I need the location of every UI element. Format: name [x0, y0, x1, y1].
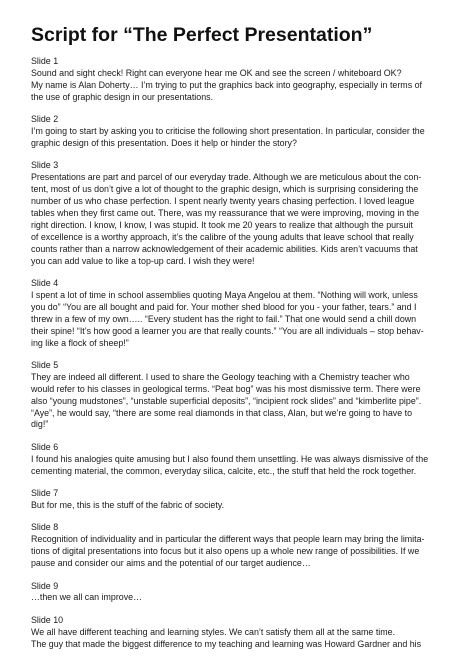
slide-text-line: Sound and sight check! Right can everyone hear me OK and see the screen / whiteboard OK? [31, 67, 402, 78]
slide-heading: Slide 4 [31, 278, 59, 288]
slide-text-line: graphic design of this presentation. Does it help or hinder the story? [31, 137, 297, 148]
slide-heading: Slide 6 [31, 441, 59, 452]
slide-section [31, 56, 447, 104]
slide-text-line: number of us who chase perfection. I spent nearly twenty years chasing perfection. I loved league [31, 196, 415, 207]
slide-text-line: ing like a flock of sheep!” [31, 337, 129, 348]
slide-text-line: you do” “You are all bought and paid for. Your mother shed blood for you - your father, tears.” and I [31, 301, 417, 312]
slide-section [31, 581, 447, 605]
slide-section [31, 160, 447, 267]
slide-text-line: counts rather than a narrow acknowledgement of their academic abilities. Kids aren’t vacuums that [31, 243, 418, 254]
slide-text-line: right direction. I know, I know, I was stupid. It took me 20 years to realize that although the pursuit [31, 219, 413, 230]
slide-text-line: dig!” [31, 419, 49, 430]
slide-text-line: Recognition of individuality and in particular the different ways that people learn may bring the limita- [31, 534, 425, 545]
slide-text-line: But for me, this is the stuff of the fabric of society. [31, 500, 225, 510]
slide-section [31, 278, 447, 349]
slide-text-line: tent, most of us don’t give a lot of thought to the graphic design, which is surprising considering the [31, 184, 419, 195]
slide-text-line: Presentations are part and parcel of our everyday trade. Although we are meticulous about the con- [31, 172, 422, 183]
slide-text-line: also “young mudstones”, “unstable superficial deposits”, “incipient rock slides” and “kimberlite pipe”. [31, 395, 422, 406]
slide-text-line: “Aye”, he would say, “there are some real diamonds in that class, Alan, but we’re going to have to [31, 407, 413, 418]
slide-text-line: tions of digital presentations into focus but it also opens up a whole new range of possibilities. If we [31, 546, 420, 557]
slide-text-line: would refer to his classes in geological terms. “Peat bog” was his most dismissive term. There were [31, 383, 421, 394]
slide-section [31, 442, 447, 478]
slide-text-line: The guy that made the biggest difference to my teaching and learning was Howard Gardner and his [31, 638, 422, 649]
slide-text-line: I’m going to start by asking you to criticise the following short presentation. In particular, consider the [31, 126, 425, 137]
slide-text-line: the use of graphic design in our presentations. [31, 91, 214, 102]
slide-heading: Slide 1 [31, 56, 59, 66]
slide-text-line: …then we all can improve… [31, 592, 142, 603]
slide-heading: Slide 2 [31, 114, 59, 125]
slide-heading: Slide 5 [31, 359, 59, 370]
slide-heading: Slide 3 [31, 160, 59, 171]
slide-text-line: pause and consider our aims and the potential of our target audience… [31, 558, 311, 569]
slide-heading: Slide 10 [31, 614, 64, 625]
slide-text-line: tables when they first came out. There, was my reassurance that we were improving, moving in the [31, 207, 420, 218]
slide-heading: Slide 7 [31, 488, 59, 499]
slide-heading: Slide 8 [31, 522, 59, 533]
slide-heading: Slide 9 [31, 580, 59, 591]
slide-text-line: you can add value to like a top-up card. I wish they were! [31, 255, 255, 266]
slide-text-line: threw in a few of my own….. “Every student has the right to fail.” That one would send a chill down [31, 313, 417, 324]
slide-section [31, 114, 447, 150]
slide-section [31, 615, 447, 651]
slide-section [31, 488, 447, 512]
slide-section [31, 522, 447, 570]
slide-text-line: I spent a lot of time in school assemblies quoting Maya Angelou at them. “Nothing will work, unless [31, 289, 418, 300]
slide-section [31, 360, 447, 431]
slide-text-line: their spine! “It’s how good a learner you are that really counts.” “You are all individuals – stop behav- [31, 325, 424, 336]
document-title: Script for “The Perfect Presentation” [31, 24, 373, 46]
slide-text-line: cementing material, the common, everyday silica, calcite, etc., the stuff that held the rock together. [31, 465, 417, 476]
slide-text-line: of excellence is a worthy approach, it’s the calibre of the young adults that leave school that really [31, 231, 414, 242]
slides-list [31, 56, 447, 661]
slide-text-line: My name is Alan Doherty… I’m trying to put the graphics back into geography, especially in terms of [31, 79, 423, 90]
slide-text-line: We all have different teaching and learning styles. We can’t satisfy them all at the same time. [31, 626, 396, 637]
slide-text-line: I found his analogies quite amusing but I also found them unsettling. He was always dismissive of the [31, 453, 429, 464]
slide-text-line: They are indeed all different. I used to share the Geology teaching with a Chemistry teacher who [31, 371, 410, 382]
